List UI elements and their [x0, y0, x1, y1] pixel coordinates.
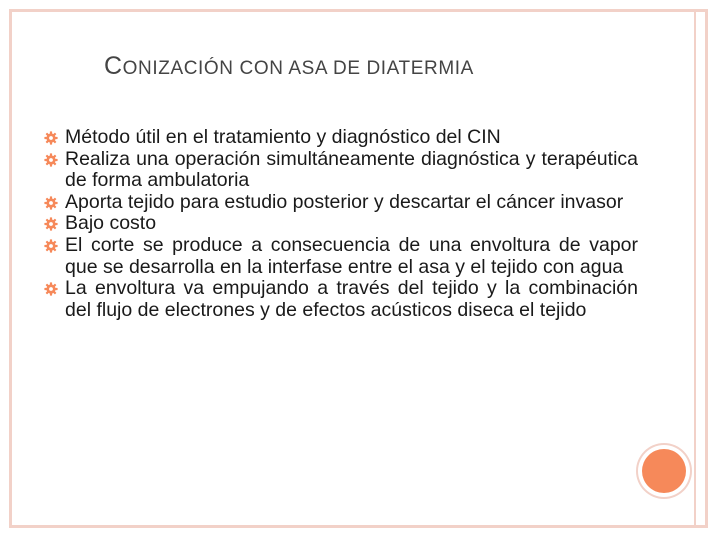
bullet-text: Bajo costo	[65, 212, 157, 235]
bullet-item	[44, 149, 638, 192]
bullet-text: Método útil en el tratamiento y diagnóstico del CIN	[65, 126, 501, 148]
title-rest: ONIZACIÓN CON ASA DE DIATERMIA	[122, 58, 474, 79]
bullet-item	[44, 235, 638, 278]
decorative-orange-circle	[642, 449, 686, 493]
bullet-item	[44, 192, 638, 214]
bullet-item	[44, 127, 638, 149]
bullet-text: El corte se produce a consecuencia de una envoltura de vapor que se desarrolla en la interfase entre el asa y el tejido con agua	[65, 233, 638, 278]
bullet-text: La envoltura va empujando a través del tejido y la combinación del flujo de electrones y de efectos acústicos diseca el tejido	[65, 277, 638, 321]
bullet-text: Realiza una operación simultáneamente diagnóstica y terapéutica de forma ambulatoria	[65, 147, 638, 192]
gear-bullet-icon	[44, 153, 58, 167]
gear-bullet-icon	[44, 217, 58, 231]
bullet-text: Aporta tejido para estudio posterior y descartar el cáncer invasor	[65, 190, 624, 213]
bullet-item	[44, 278, 638, 321]
gear-bullet-icon	[44, 282, 58, 296]
title-first-letter: C	[104, 52, 123, 80]
bullet-item	[44, 213, 638, 235]
frame-vertical-line	[694, 12, 696, 525]
bullet-list	[44, 127, 638, 321]
gear-bullet-icon	[44, 131, 58, 145]
slide-title	[104, 52, 664, 81]
gear-bullet-icon	[44, 196, 58, 210]
gear-bullet-icon	[44, 239, 58, 253]
